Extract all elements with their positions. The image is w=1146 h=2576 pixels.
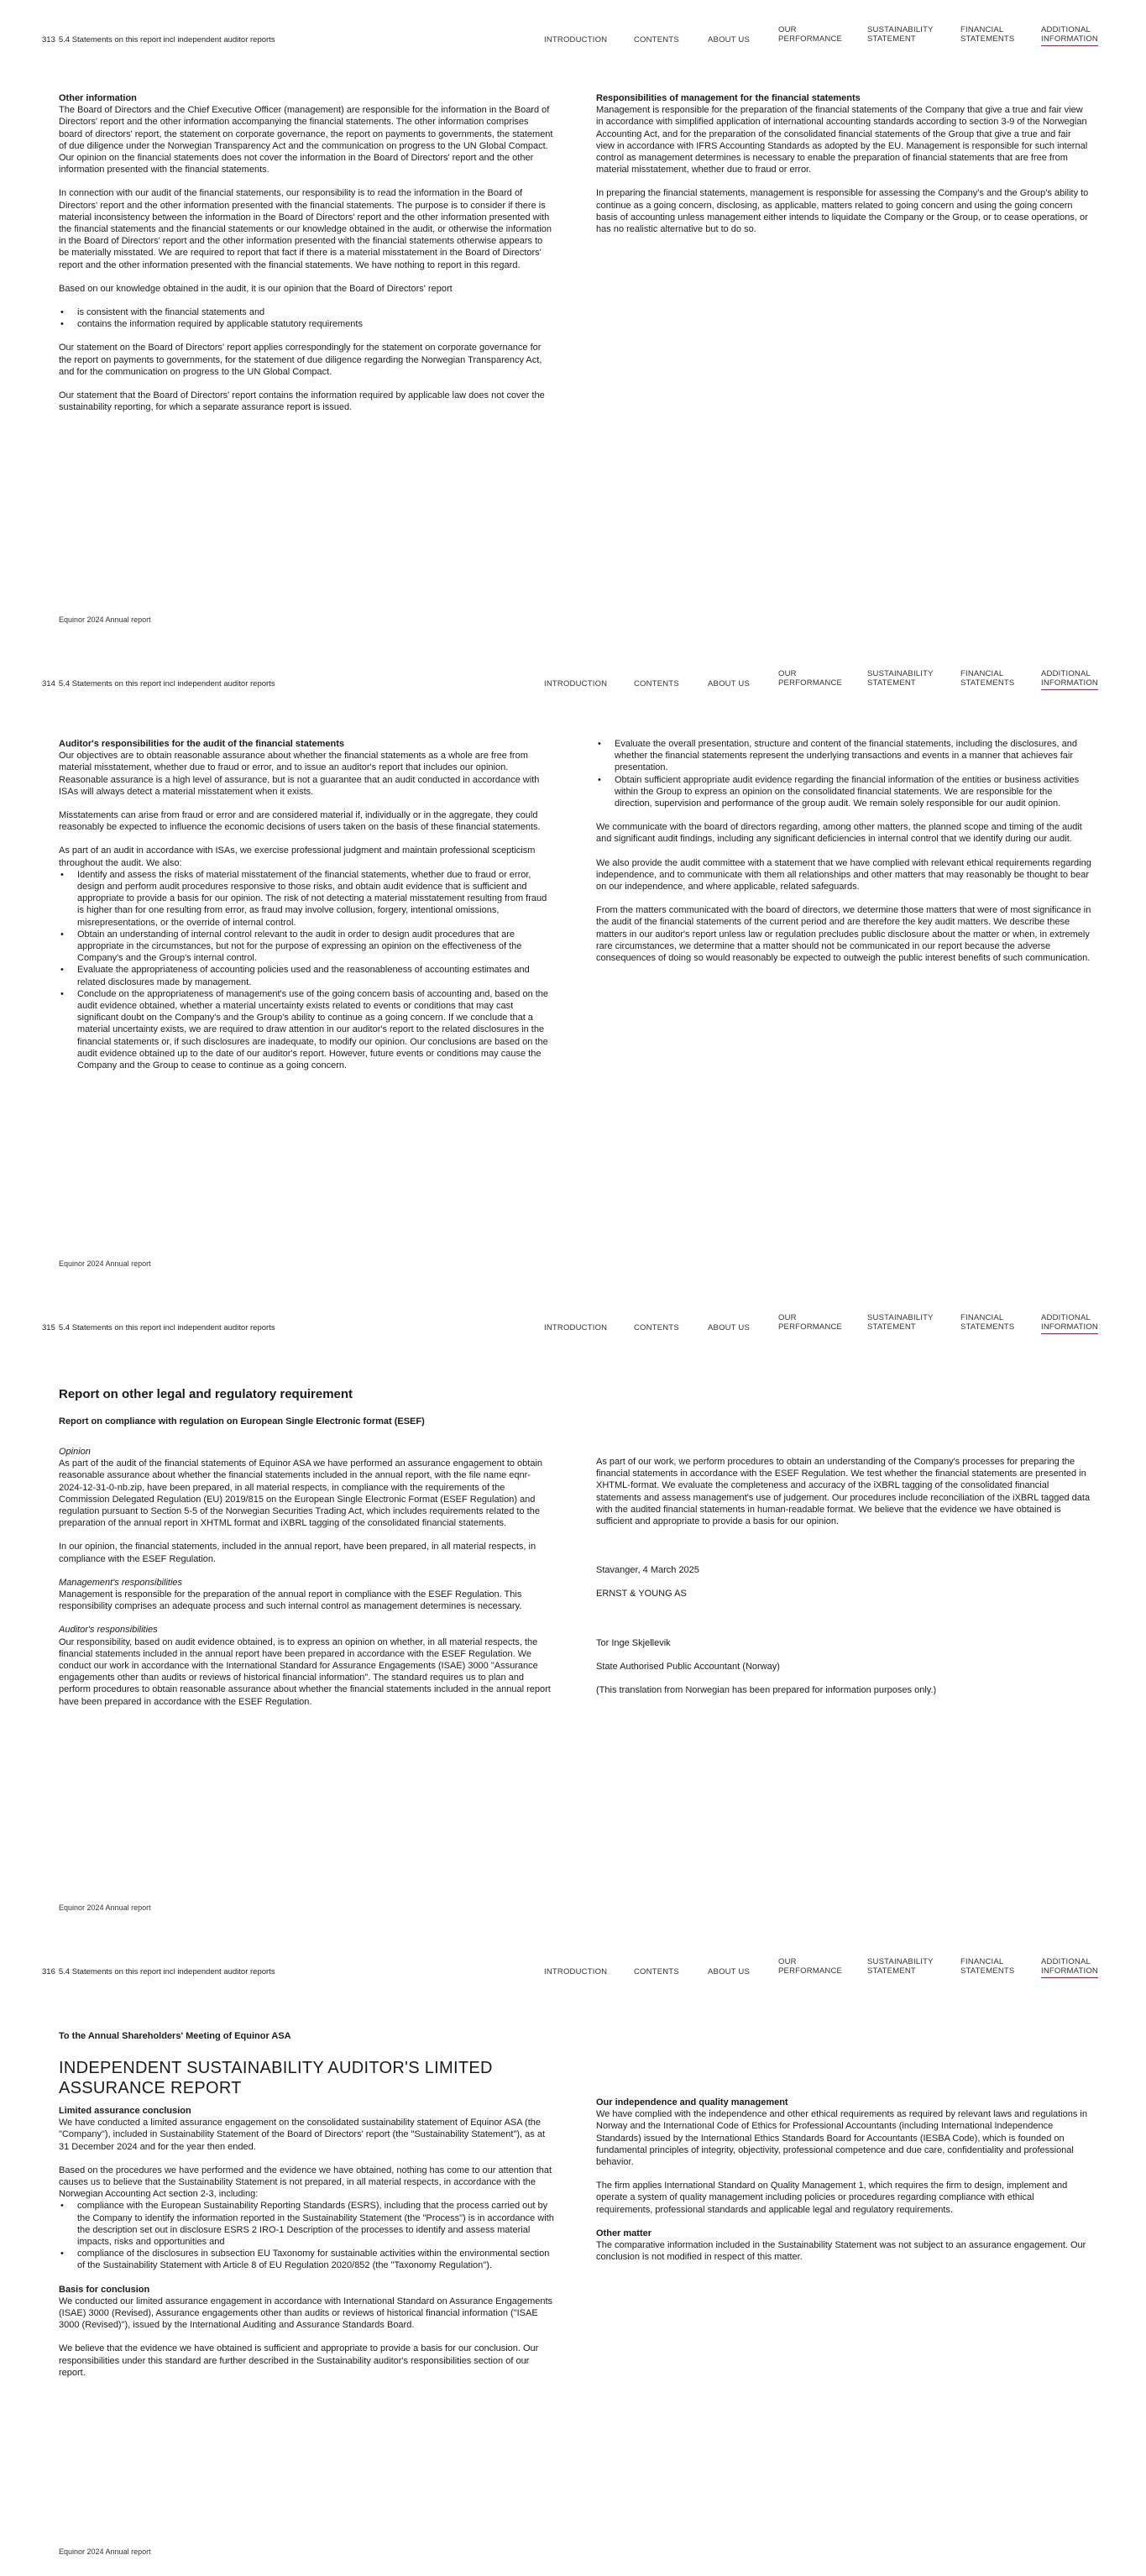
bullet-item: • compliance of the disclosures in subsection EU Taxonomy for sustainable activities within the environmental section of the Sustainability Statement with Article 8 of EU Regulation 2020/852 (the "Taxonomy Regulation"). bbox=[59, 2248, 554, 2271]
nav-about-us[interactable]: ABOUT US bbox=[708, 1967, 750, 1977]
paragraph: (This translation from Norwegian has been prepared for information purposes only.) bbox=[596, 1685, 937, 1696]
paragraph: Our statement on the Board of Directors' report applies correspondingly for the statement on corporate governance for the report on payments to governments, for the statement of due diligence regarding the Norwegian Transparency Act, and for the communication on progress to the UN Global Compact. bbox=[59, 343, 542, 377]
paragraph: In our opinion, the financial statements, included in the annual report, have been prepared, in all material respects, in compliance with the ESEF Regulation. bbox=[59, 1542, 536, 1564]
nav-introduction[interactable]: INTRODUCTION bbox=[544, 679, 608, 689]
section-title bbox=[42, 35, 275, 45]
nav-contents[interactable]: CONTENTS bbox=[634, 679, 679, 689]
paragraph: As part of an audit in accordance with ISAs, we exercise professional judgment and maintain professional scepticism throughout the audit. We also: bbox=[59, 846, 536, 868]
section-title bbox=[42, 1967, 275, 1977]
nav-contents[interactable]: CONTENTS bbox=[634, 1323, 679, 1333]
section-title-text: 5.4 Statements on this report incl independent auditor reports bbox=[58, 1967, 275, 1977]
nav-financial-statements[interactable] bbox=[960, 25, 1014, 47]
right-column bbox=[596, 1456, 1091, 1708]
paragraph: We also provide the audit committee with a statement that we have complied with relevant ethical requirements regarding independence, and to communicate with them all relationships and other matters that may reasonably be thought to bear on our independence, and where applicable, related safeguards. bbox=[596, 857, 1091, 893]
bullet-list bbox=[59, 869, 554, 1071]
paragraph: The firm applies International Standard on Quality Management 1, which requires the firm to design, implement and operate a system of quality management including policies or procedures regarding compliance with ethical requirements, professional standards and applicable legal and regulatory requirements. bbox=[596, 2181, 1068, 2215]
nav-financial-statements[interactable] bbox=[960, 1957, 1014, 1979]
nav-our-performance[interactable] bbox=[778, 1313, 842, 1335]
nav-label-line1: FINANCIAL bbox=[960, 669, 1004, 678]
paragraph: The Board of Directors and the Chief Executive Officer (management) are responsible for the information in the Board of Directors' report and the other information accompanying the financial statements. The other information comprises board of directors' report, the statement on corporate governance, the report on payments to governments, the statement of due diligence under the Norwegian Transparency Act and the communication on progress to the UN Global Compact. Our opinion on the financial statements does not cover the information in the Board of Directors' report and the other information presented with the financial statements. bbox=[59, 105, 553, 175]
page-315 bbox=[0, 1288, 1146, 1932]
nav-contents[interactable]: CONTENTS bbox=[634, 1967, 679, 1977]
bullet-item: • is consistent with the financial statements and bbox=[59, 306, 554, 318]
report-subheading: Report on compliance with regulation on European Single Electronic format (ESEF) bbox=[59, 1416, 425, 1427]
section-title-text: 5.4 Statements on this report incl independent auditor reports bbox=[58, 1323, 275, 1333]
nav-label-line1: ADDITIONAL bbox=[1041, 1313, 1091, 1322]
paragraph: ERNST & YOUNG AS bbox=[596, 1589, 687, 1600]
left-column bbox=[59, 92, 554, 425]
paragraph: As part of the audit of the financial statements of Equinor ASA we have performed an assurance engagement to obtain reasonable assurance about whether the financial statements included in the annual report, with the file name eqnr-2024-12-31-0-nb.zip, have been prepared, in all material respects, in compliance with the requirements of the Commission Delegated Regulation (EU) 2019/815 on the European Single Electronic Format (ESEF Regulation) and regulation pursuant to Section 5-5 of the Norwegian Securities Trading Act, which includes requirements related to the preparation of the annual report in XHTML format and iXBRL tagging of the consolidated financial statements. bbox=[59, 1458, 543, 1529]
spacer bbox=[596, 1539, 1091, 1564]
paragraph: We have conducted a limited assurance engagement on the consolidated sustainability statement of Equinor ASA (the "Company"), included in Sustainability Statement of the Board of Directors' report (the "Sustainability Statement"), as at 31 December 2024 and for the year then ended. bbox=[59, 2118, 545, 2152]
nav-label-line2: STATEMENT bbox=[867, 1966, 916, 1976]
nav-introduction[interactable]: INTRODUCTION bbox=[544, 1967, 608, 1977]
subsection-heading: Auditor's responsibilities bbox=[59, 1625, 158, 1636]
nav-label-line1: ADDITIONAL bbox=[1041, 25, 1091, 34]
nav-label-line1: OUR bbox=[778, 669, 797, 678]
paragraph: Management is responsible for the preparation of the financial statements of the Company that give a true and fair view in accordance with simplified application of international accounting standards according to section 3-9 of the Norwegian Accounting Act, and for the preparation of the consolidated financial statements of the Group that give a true and fair view in accordance with IFRS Accounting Standards as adopted by the EU. Management is responsible for such internal control as management determines is necessary to enable the preparation of financial statements that are free from material misstatement, whether due to fraud or error. bbox=[596, 105, 1088, 175]
paragraph: Based on the procedures we have performed and the evidence we have obtained, nothing has come to our attention that causes us to believe that the Sustainability Statement is not prepared, in all material respects, in accordance with the Norwegian Accounting Act section 2-3, including: bbox=[59, 2165, 552, 2200]
nav-label-line1: SUSTAINABILITY bbox=[867, 25, 934, 34]
nav-additional-information[interactable] bbox=[1041, 1313, 1098, 1334]
page-footer: Equinor 2024 Annual report bbox=[59, 615, 151, 624]
nav-label-line2: INFORMATION bbox=[1041, 678, 1098, 688]
nav-label-line1: FINANCIAL bbox=[960, 25, 1004, 34]
nav-financial-statements[interactable] bbox=[960, 1313, 1014, 1335]
bullet-item: • Evaluate the overall presentation, structure and content of the financial statements, including the disclosures, and whether the financial statements represent the underlying transactions and events in a manner that achieves fair presentation. bbox=[596, 738, 1091, 774]
paragraph: Our objectives are to obtain reasonable assurance about whether the financial statements as a whole are free from material misstatement, whether due to fraud or error, and to issue an auditor's report that includes our opinion. Reasonable assurance is a high level of assurance, but is not a guarantee that an audit conducted in accordance with ISAs will always detect a material misstatement when it exists. bbox=[59, 751, 540, 797]
nav-label-line2: PERFORMANCE bbox=[778, 1966, 843, 1976]
page-footer: Equinor 2024 Annual report bbox=[59, 2547, 151, 2556]
nav-about-us[interactable]: ABOUT US bbox=[708, 679, 750, 689]
right-column bbox=[596, 2097, 1091, 2275]
nav-label-line2: STATEMENTS bbox=[960, 34, 1015, 44]
page-316 bbox=[0, 1932, 1146, 2576]
nav-about-us[interactable]: ABOUT US bbox=[708, 35, 750, 45]
nav-label-line2: INFORMATION bbox=[1041, 1322, 1098, 1332]
subsection-heading: Opinion bbox=[59, 1447, 91, 1457]
bullet-list bbox=[59, 2200, 554, 2271]
paragraph: We believe that the evidence we have obtained is sufficient and appropriate to provide a basis for our conclusion. Our responsibilities under this standard are further described in the Sustainability auditor's responsibilities section of our report. bbox=[59, 2343, 539, 2378]
left-column bbox=[59, 1446, 554, 1720]
paragraph: Based on our knowledge obtained in the audit, it is our opinion that the Board of Directors' report bbox=[59, 283, 453, 294]
nav-label-line2: STATEMENTS bbox=[960, 678, 1015, 688]
paragraph: The comparative information included in the Sustainability Statement was not subject to an assurance engagement. Our conclusion is not modified in respect of this matter. bbox=[596, 2240, 1086, 2263]
nav-additional-information[interactable] bbox=[1041, 1957, 1098, 1978]
report-heading-block bbox=[59, 1387, 1091, 1442]
section-heading: Basis for conclusion bbox=[59, 2284, 150, 2295]
nav-additional-information[interactable] bbox=[1041, 25, 1098, 46]
nav-our-performance[interactable] bbox=[778, 669, 842, 691]
page-number: 314 bbox=[42, 679, 55, 689]
assurance-report-title: INDEPENDENT SUSTAINABILITY AUDITOR'S LIMITED ASSURANCE REPORT bbox=[59, 2059, 493, 2097]
bullet-item: • Conclude on the appropriateness of management's use of the going concern basis of accounting and, based on the audit evidence obtained, whether a material uncertainty exists related to events or conditions that may cast significant doubt on the Company's and the Group's ability to continue as a going concern. If we conclude that a material uncertainty exists, we are required to draw attention in our auditor's report to the related disclosures in the financial statements or, if such disclosures are inadequate, to modify our opinion. Our conclusions are based on the audit evidence obtained up to the date of our auditor's report. However, future events or conditions may cause the Company and the Group to cease to continue as a going concern. bbox=[59, 988, 554, 1071]
nav-our-performance[interactable] bbox=[778, 25, 842, 47]
nav-label-line1: ADDITIONAL bbox=[1041, 1957, 1091, 1966]
nav-label-line2: STATEMENT bbox=[867, 1322, 916, 1332]
spacer bbox=[596, 1612, 1091, 1637]
page-313 bbox=[0, 0, 1146, 644]
nav-label-line2: STATEMENTS bbox=[960, 1322, 1015, 1332]
nav-label-line1: SUSTAINABILITY bbox=[867, 1957, 934, 1966]
nav-label-line2: PERFORMANCE bbox=[778, 678, 843, 688]
nav-introduction[interactable]: INTRODUCTION bbox=[544, 1323, 608, 1333]
section-title-text: 5.4 Statements on this report incl independent auditor reports bbox=[58, 35, 275, 45]
paragraph: We conducted our limited assurance engagement in accordance with International Standard on Assurance Engagements (ISAE) 3000 (Revised), Assurance engagements other than audits or reviews of historical financial information ("ISAE 3000 (Revised)"), issued by the International Auditing and Assurance Standards Board. bbox=[59, 2296, 553, 2331]
nav-our-performance[interactable] bbox=[778, 1957, 842, 1979]
paragraph: As part of our work, we perform procedures to obtain an understanding of the Company's processes for preparing the financial statements in accordance with the ESEF Regulation. We test whether the financial statements are presented in XHTML-format. We evaluate the completeness and accuracy of the iXBRL tagging of the consolidated financial statements and assess management's use of judgement. Our procedures include reconciliation of the iXBRL tagged data with the audited financial statements in human-readable format. We believe that the evidence we have obtained is sufficient and appropriate to provide a basis for our opinion. bbox=[596, 1457, 1091, 1527]
left-column bbox=[59, 738, 554, 1083]
addressee-line: To the Annual Shareholders' Meeting of Equinor ASA bbox=[59, 2031, 291, 2041]
page-header bbox=[0, 0, 1146, 50]
nav-label-line2: PERFORMANCE bbox=[778, 1322, 843, 1332]
section-heading: Our independence and quality management bbox=[596, 2097, 788, 2107]
paragraph: Tor Inge Skjellevik bbox=[596, 1637, 671, 1648]
nav-label-line1: OUR bbox=[778, 1957, 797, 1966]
paragraph: From the matters communicated with the board of directors, we determine those matters that were of most significance in the audit of the financial statements of the current period and are therefore the key audit matters. We describe these matters in our auditor's report unless law or regulation precludes public disclosure about the matter or when, in extremely rare circumstances, we determine that a matter should not be communicated in our report because the adverse consequences of doing so would reasonably be expected to outweigh the public interest benefits of such communication. bbox=[596, 905, 1091, 964]
left-column bbox=[59, 2105, 554, 2390]
page-header bbox=[0, 1932, 1146, 1982]
paragraph: In connection with our audit of the financial statements, our responsibility is to read the information in the Board of Directors' report and the other information presented with the financial statements. The purpose is to consider if there is material inconsistency between the information in the Board of Directors' report and the other information presented with the financial statements and the financial statements or our knowledge obtained in the audit, or otherwise the information in the Board of Directors' report and the other information presented with the financial statements otherwise appears to be materially misstated. We are required to report that fact if there is a material misstatement in the Board of Directors' report and the other information presented with the financial statements. We have nothing to report in this regard. bbox=[59, 188, 552, 270]
nav-label-line1: SUSTAINABILITY bbox=[867, 669, 934, 678]
section-heading: Other information bbox=[59, 93, 137, 103]
nav-sustainability-statement[interactable] bbox=[867, 669, 934, 691]
bullet-item: • Obtain an understanding of internal control relevant to the audit in order to design audit procedures that are appropriate in the circumstances, but not for the purpose of expressing an opinion on the effectiveness of the Company's and the Group's internal control. bbox=[59, 929, 554, 965]
nav-sustainability-statement[interactable] bbox=[867, 25, 934, 47]
nav-label-line2: PERFORMANCE bbox=[778, 34, 843, 44]
nav-label-line2: STATEMENTS bbox=[960, 1966, 1015, 1976]
right-column bbox=[596, 738, 1091, 976]
nav-about-us[interactable]: ABOUT US bbox=[708, 1323, 750, 1333]
bullet-item: • contains the information required by applicable statutory requirements bbox=[59, 318, 554, 330]
bullet-item: • Obtain sufficient appropriate audit evidence regarding the financial information of the entities or business activities within the Group to express an opinion on the consolidated financial statements. We are responsible for the direction, supervision and performance of the group audit. We remain solely responsible for our audit opinion. bbox=[596, 774, 1091, 810]
nav-label-line2: INFORMATION bbox=[1041, 34, 1098, 44]
page-header bbox=[0, 644, 1146, 694]
nav-label-line2: INFORMATION bbox=[1041, 1966, 1098, 1976]
bullet-item: • compliance with the European Sustainability Reporting Standards (ESRS), including that the process carried out by the Company to identify the information reported in the Sustainability Statement (the "Process") is in accordance with the description set out in disclosure ESRS 2 IRO-1 Description of the processes to identify and assess material impacts, risks and opportunities and bbox=[59, 2200, 554, 2248]
nav-label-line1: FINANCIAL bbox=[960, 1313, 1004, 1322]
paragraph: We communicate with the board of directors regarding, among other matters, the planned scope and timing of the audit and significant audit findings, including any significant deficiencies in internal control that we identify during our audit. bbox=[596, 822, 1082, 845]
nav-introduction[interactable]: INTRODUCTION bbox=[544, 35, 608, 45]
section-heading: Other matter bbox=[596, 2228, 652, 2238]
page-number: 313 bbox=[42, 35, 55, 45]
section-heading: Limited assurance conclusion bbox=[59, 2106, 191, 2116]
bullet-list bbox=[59, 306, 554, 330]
section-heading: Responsibilities of management for the financial statements bbox=[596, 93, 861, 103]
nav-label-line2: STATEMENT bbox=[867, 34, 916, 44]
nav-contents[interactable]: CONTENTS bbox=[634, 35, 679, 45]
nav-label-line1: OUR bbox=[778, 25, 797, 34]
page-number: 315 bbox=[42, 1323, 55, 1333]
page-footer: Equinor 2024 Annual report bbox=[59, 1259, 151, 1268]
nav-label-line1: FINANCIAL bbox=[960, 1957, 1004, 1966]
paragraph: Misstatements can arise from fraud or error and are considered material if, individually or in the aggregate, they could reasonably be expected to influence the economic decisions of users taken on the basis of these financial statements. bbox=[59, 810, 541, 833]
page-header bbox=[0, 1288, 1146, 1338]
nav-sustainability-statement[interactable] bbox=[867, 1313, 934, 1335]
paragraph: Our statement that the Board of Directors' report contains the information required by applicable law does not cover the sustainability reporting, for which a separate assurance report is issued. bbox=[59, 390, 545, 413]
page-footer: Equinor 2024 Annual report bbox=[59, 1903, 151, 1912]
nav-label-line1: SUSTAINABILITY bbox=[867, 1313, 934, 1322]
section-title bbox=[42, 1323, 275, 1333]
bullet-item: • Identify and assess the risks of material misstatement of the financial statements, whether due to fraud or error, design and perform audit procedures responsive to those risks, and obtain audit evidence that is sufficient and appropriate to provide a basis for our opinion. The risk of not detecting a material misstatement resulting from fraud is higher than for one resulting from error, as fraud may involve collusion, forgery, intentional omissions, misrepresentations, or the override of internal control. bbox=[59, 869, 554, 929]
right-column bbox=[596, 92, 1091, 247]
nav-additional-information[interactable] bbox=[1041, 669, 1098, 690]
paragraph: Management is responsible for the preparation of the annual report in compliance with the ESEF Regulation. This responsibility comprises an adequate process and such internal control as management determines is necessary. bbox=[59, 1589, 522, 1612]
page-number: 316 bbox=[42, 1967, 55, 1977]
nav-financial-statements[interactable] bbox=[960, 669, 1014, 691]
section-heading: Auditor's responsibilities for the audit of the financial statements bbox=[59, 739, 344, 749]
paragraph: Our responsibility, based on audit evidence obtained, is to express an opinion on whether, in all material respects, the financial statements included in the annual report have been prepared in accordance with the ESEF Regulation. We conduct our work in accordance with the International Standard for Assurance Engagements (ISAE) 3000 "Assurance engagements other than audits or reviews of historical financial information". The standard requires us to plan and perform procedures to obtain reasonable assurance about whether the financial statements included in the annual report have been prepared in accordance with the ESEF Regulation. bbox=[59, 1636, 551, 1707]
paragraph: State Authorised Public Accountant (Norway) bbox=[596, 1661, 780, 1672]
subsection-heading: Management's responsibilities bbox=[59, 1577, 183, 1588]
bullet-item: • Evaluate the appropriateness of accounting policies used and the reasonableness of accounting estimates and related disclosures made by management. bbox=[59, 964, 554, 987]
paragraph: In preparing the financial statements, management is responsible for assessing the Company's and the Group's ability to continue as a going concern, disclosing, as applicable, matters related to going concern and using the going concern basis of accounting unless management either intends to liquidate the Company or the Group, or to cease operations, or has no realistic alternative but to do so. bbox=[596, 188, 1089, 235]
paragraph: Stavanger, 4 March 2025 bbox=[596, 1565, 699, 1576]
nav-label-line1: OUR bbox=[778, 1313, 797, 1322]
report-heading: Report on other legal and regulatory requirement bbox=[59, 1387, 353, 1401]
paragraph: We have complied with the independence and other ethical requirements as required by relevant laws and regulations in Norway and the International Code of Ethics for Professional Accountants (including International Independence Standards) issued by the International Ethics Standards Board for Accountants (IESBA Code), which is founded on fundamental principles of integrity, objectivity, professional competence and due care, confidentiality and professional behavior. bbox=[596, 2109, 1087, 2168]
bullet-list bbox=[596, 738, 1091, 809]
nav-label-line1: ADDITIONAL bbox=[1041, 669, 1091, 678]
assurance-heading-block bbox=[59, 2031, 579, 2110]
nav-label-line2: STATEMENT bbox=[867, 678, 916, 688]
section-title bbox=[42, 679, 275, 689]
page-314 bbox=[0, 644, 1146, 1288]
nav-sustainability-statement[interactable] bbox=[867, 1957, 934, 1979]
section-title-text: 5.4 Statements on this report incl independent auditor reports bbox=[58, 679, 275, 689]
